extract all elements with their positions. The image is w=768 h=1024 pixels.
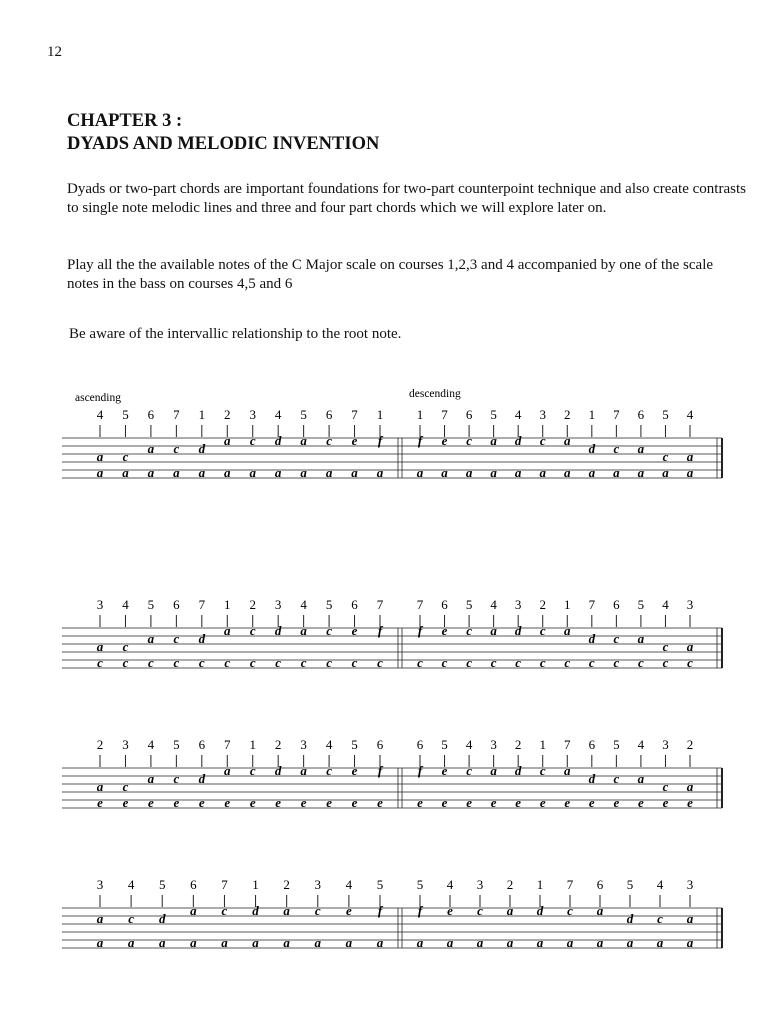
scale-degree: 4 — [127, 877, 135, 892]
fret-letter: c — [249, 433, 256, 448]
scale-degree: 3 — [476, 877, 484, 892]
fret-letter: a — [596, 903, 604, 918]
fret-letter: a — [147, 771, 155, 786]
bass-fret-letter: a — [158, 935, 166, 950]
bass-fret-letter: c — [687, 655, 693, 670]
fret-letter: e — [441, 623, 448, 638]
fret-letter: d — [274, 763, 282, 778]
fret-letter: c — [477, 903, 483, 918]
fret-letter: c — [657, 911, 663, 926]
scale-degree: 5 — [325, 597, 333, 612]
fret-letter: d — [274, 623, 282, 638]
bass-fret-letter: e — [515, 795, 522, 810]
bass-fret-letter: c — [300, 655, 307, 670]
fret-letter: d — [158, 911, 166, 926]
bass-fret-letter: a — [588, 465, 596, 480]
bass-fret-letter: a — [96, 935, 104, 950]
bass-fret-letter: a — [416, 465, 424, 480]
fret-letter: e — [441, 433, 448, 448]
fret-letter: f — [377, 623, 383, 638]
scale-degree: 1 — [249, 737, 256, 752]
fret-letter: a — [490, 433, 497, 448]
fret-letter: c — [613, 771, 620, 786]
bass-fret-letter: a — [224, 465, 231, 480]
bass-fret-letter: a — [325, 465, 333, 480]
fret-letter: c — [128, 911, 135, 926]
bass-fret-letter: a — [686, 465, 694, 480]
scale-degree: 1 — [564, 597, 571, 612]
fret-letter: c — [466, 623, 472, 638]
fret-letter: a — [190, 903, 197, 918]
bass-fret-letter: c — [515, 655, 522, 670]
bass-fret-letter: e — [148, 795, 154, 810]
scale-degree: 2 — [249, 597, 256, 612]
scale-degree: 4 — [514, 407, 522, 422]
fret-letter: a — [637, 441, 645, 456]
scale-degree: 3 — [686, 597, 694, 612]
scale-degree: 7 — [221, 877, 228, 892]
bass-fret-letter: a — [376, 465, 384, 480]
fret-letter: d — [626, 911, 634, 926]
fret-letter: d — [588, 631, 596, 646]
bass-fret-letter: c — [351, 655, 358, 670]
scale-degree: 6 — [596, 877, 604, 892]
tab-system-3 — [0, 710, 768, 860]
scale-degree: 7 — [198, 597, 206, 612]
scale-degree: 7 — [224, 737, 231, 752]
fret-letter: c — [173, 771, 180, 786]
bass-fret-letter: a — [506, 935, 514, 950]
bass-fret-letter: e — [441, 795, 448, 810]
bass-fret-letter: a — [283, 935, 290, 950]
fret-letter: f — [417, 763, 423, 778]
scale-degree: 6 — [198, 737, 206, 752]
bass-fret-letter: a — [539, 465, 546, 480]
bass-fret-letter: a — [252, 935, 259, 950]
intro-paragraph: Dyads or two-part chords are important foundations for two-part counterpoint technique and also create contrasts to single note melodic lines and three and four part chords which we will explore later on. — [67, 181, 746, 216]
bass-fret-letter: c — [466, 655, 472, 670]
scale-degree: 7 — [588, 597, 596, 612]
bass-fret-letter: c — [564, 655, 571, 670]
fret-letter: a — [96, 449, 104, 464]
bass-fret-letter: c — [122, 655, 129, 670]
chapter-title — [67, 110, 379, 156]
fret-letter: c — [122, 639, 129, 654]
fret-letter: c — [221, 903, 228, 918]
scale-degree: 4 — [96, 407, 104, 422]
scale-degree: 2 — [96, 737, 104, 752]
scale-degree: 4 — [345, 877, 353, 892]
fret-letter: a — [96, 911, 104, 926]
scale-degree: 6 — [147, 407, 155, 422]
bass-fret-letter: c — [275, 655, 282, 670]
fret-letter: e — [345, 903, 352, 918]
fret-letter: c — [662, 449, 669, 464]
bass-fret-letter: a — [300, 465, 307, 480]
scale-degree: 3 — [686, 877, 694, 892]
scale-degree: 7 — [566, 877, 574, 892]
bass-fret-letter: e — [351, 795, 358, 810]
bass-fret-letter: e — [638, 795, 644, 810]
scale-degree: 4 — [122, 597, 129, 612]
bass-fret-letter: c — [662, 655, 669, 670]
fret-letter: c — [613, 441, 620, 456]
bass-fret-letter: e — [97, 795, 103, 810]
scale-degree: 3 — [96, 597, 104, 612]
fret-letter: e — [351, 763, 358, 778]
fret-letter: c — [539, 623, 546, 638]
scale-degree: 5 — [626, 877, 634, 892]
bass-fret-letter: c — [613, 655, 620, 670]
scale-degree: 6 — [441, 597, 448, 612]
scale-degree: 5 — [173, 737, 180, 752]
scale-degree: 6 — [613, 597, 620, 612]
scale-degree: 3 — [514, 597, 522, 612]
bass-fret-letter: a — [566, 935, 574, 950]
bass-fret-letter: a — [314, 935, 322, 950]
scale-degree: 4 — [656, 877, 664, 892]
bass-fret-letter: c — [148, 655, 154, 670]
fret-letter: c — [613, 631, 620, 646]
bass-fret-letter: e — [173, 795, 180, 810]
scale-degree: 2 — [274, 737, 282, 752]
bass-fret-letter: c — [638, 655, 644, 670]
scale-degree: 2 — [224, 407, 231, 422]
descending-label: descending — [409, 388, 461, 400]
scale-degree: 4 — [147, 737, 155, 752]
scale-degree: 2 — [564, 407, 571, 422]
fret-letter: e — [447, 903, 453, 918]
fret-letter: a — [686, 639, 694, 654]
fret-letter: a — [224, 623, 231, 638]
bass-fret-letter: c — [198, 655, 205, 670]
scale-degree: 6 — [637, 407, 645, 422]
bass-fret-letter: a — [626, 935, 634, 950]
fret-letter: c — [122, 449, 129, 464]
fret-letter: c — [466, 763, 472, 778]
scale-degree: 6 — [376, 737, 384, 752]
scale-degree: 1 — [198, 407, 206, 422]
bass-fret-letter: a — [96, 465, 104, 480]
bass-fret-letter: a — [596, 935, 604, 950]
scale-degree: 3 — [122, 737, 129, 752]
bass-fret-letter: e — [198, 795, 205, 810]
bass-fret-letter: a — [198, 465, 206, 480]
scale-degree: 6 — [588, 737, 596, 752]
scale-degree: 1 — [376, 407, 384, 422]
fret-letter: a — [147, 631, 155, 646]
fret-letter: a — [283, 903, 290, 918]
fret-letter: c — [122, 779, 129, 794]
scale-degree: 4 — [446, 877, 454, 892]
fret-letter: a — [686, 449, 694, 464]
bass-fret-letter: e — [300, 795, 307, 810]
fret-letter: a — [96, 639, 104, 654]
scale-degree: 5 — [662, 407, 669, 422]
fret-letter: a — [564, 623, 571, 638]
fret-letter: f — [417, 903, 423, 918]
bass-fret-letter: e — [613, 795, 620, 810]
scale-degree: 4 — [274, 407, 282, 422]
bass-fret-letter: a — [564, 465, 571, 480]
bass-fret-letter: a — [686, 935, 694, 950]
bass-fret-letter: e — [490, 795, 497, 810]
bass-fret-letter: e — [417, 795, 423, 810]
tablature-staff — [62, 768, 722, 808]
bass-fret-letter: a — [122, 465, 129, 480]
bass-fret-letter: a — [656, 935, 664, 950]
bass-fret-letter: a — [490, 465, 497, 480]
fret-letter: d — [514, 763, 522, 778]
bass-fret-letter: a — [441, 465, 448, 480]
bass-fret-letter: e — [326, 795, 332, 810]
scale-degree: 1 — [536, 877, 544, 892]
fret-letter: c — [326, 623, 332, 638]
scale-degree: 6 — [351, 597, 358, 612]
fret-letter: f — [377, 433, 383, 448]
fret-letter: d — [514, 433, 522, 448]
scale-degree: 5 — [490, 407, 497, 422]
tablature-staff — [62, 438, 722, 478]
bass-fret-letter: e — [377, 795, 383, 810]
bass-fret-letter: a — [536, 935, 544, 950]
bass-fret-letter: a — [127, 935, 135, 950]
bass-fret-letter: a — [345, 935, 353, 950]
scale-degree: 4 — [686, 407, 694, 422]
scale-degree: 3 — [96, 877, 104, 892]
bass-fret-letter: e — [662, 795, 669, 810]
scale-degree: 1 — [224, 597, 231, 612]
scale-degree: 2 — [686, 737, 694, 752]
scale-degree: 3 — [274, 597, 282, 612]
bass-fret-letter: a — [637, 465, 645, 480]
fret-letter: c — [567, 903, 573, 918]
fret-letter: d — [198, 771, 206, 786]
scale-degree: 7 — [613, 407, 620, 422]
fret-letter: a — [224, 763, 231, 778]
fret-letter: f — [417, 433, 423, 448]
scale-degree: 4 — [637, 737, 645, 752]
fret-letter: a — [564, 763, 571, 778]
fret-letter: d — [514, 623, 522, 638]
bass-fret-letter: a — [351, 465, 358, 480]
bass-fret-letter: a — [190, 935, 197, 950]
scale-degree: 3 — [249, 407, 256, 422]
fret-letter: d — [198, 441, 206, 456]
fret-letter: a — [300, 433, 307, 448]
bass-fret-letter: a — [221, 935, 228, 950]
bass-fret-letter: a — [613, 465, 620, 480]
scale-degree: 6 — [416, 737, 424, 752]
scale-degree: 6 — [465, 407, 473, 422]
fret-letter: c — [662, 779, 669, 794]
fret-letter: a — [686, 779, 694, 794]
fret-letter: c — [539, 433, 546, 448]
bass-fret-letter: e — [687, 795, 693, 810]
fret-letter: a — [147, 441, 155, 456]
bass-fret-letter: c — [417, 655, 423, 670]
scale-degree: 5 — [637, 597, 645, 612]
scale-degree: 5 — [158, 877, 166, 892]
chapter-title-line2: DYADS AND MELODIC INVENTION — [67, 134, 380, 154]
scale-degree: 7 — [441, 407, 448, 422]
scale-degree: 5 — [416, 877, 424, 892]
fret-letter: f — [377, 903, 383, 918]
fret-letter: c — [662, 639, 669, 654]
bass-fret-letter: a — [274, 465, 282, 480]
bass-fret-letter: c — [441, 655, 448, 670]
fret-letter: c — [539, 763, 546, 778]
scale-degree: 5 — [351, 737, 358, 752]
fret-letter: a — [564, 433, 571, 448]
fret-letter: d — [588, 771, 596, 786]
scale-degree: 7 — [351, 407, 358, 422]
chapter-title-line1: CHAPTER 3 : — [67, 111, 183, 131]
fret-letter: e — [351, 433, 358, 448]
ascending-label: ascending — [75, 392, 121, 404]
tab-system-4 — [0, 850, 768, 1000]
scale-degree: 5 — [300, 407, 307, 422]
scale-degree: 2 — [539, 597, 546, 612]
bass-fret-letter: e — [466, 795, 472, 810]
bass-fret-letter: c — [377, 655, 383, 670]
tab-system-1 — [0, 380, 768, 530]
scale-degree: 2 — [283, 877, 290, 892]
bass-fret-letter: a — [465, 465, 473, 480]
fret-letter: c — [173, 631, 180, 646]
instruction-paragraph: Play all the the available notes of the C Major scale on courses 1,2,3 and 4 accompanied by one of the scale notes in the bass on courses 4,5 and 6 — [67, 257, 714, 292]
scale-degree: 1 — [252, 877, 259, 892]
bass-fret-letter: e — [224, 795, 231, 810]
fret-letter: a — [490, 763, 497, 778]
scale-degree: 1 — [539, 737, 546, 752]
scale-degree: 1 — [588, 407, 596, 422]
fret-letter: f — [417, 623, 423, 638]
fret-letter: d — [588, 441, 596, 456]
bass-fret-letter: e — [249, 795, 256, 810]
bass-fret-letter: c — [490, 655, 497, 670]
bass-fret-letter: c — [97, 655, 103, 670]
scale-degree: 3 — [539, 407, 546, 422]
fret-letter: e — [441, 763, 448, 778]
scale-degree: 3 — [662, 737, 669, 752]
bass-fret-letter: a — [376, 935, 384, 950]
scale-degree: 3 — [314, 877, 322, 892]
fret-letter: f — [377, 763, 383, 778]
tablature-staff — [62, 628, 722, 668]
fret-letter: e — [351, 623, 358, 638]
scale-degree: 6 — [173, 597, 180, 612]
bass-fret-letter: e — [564, 795, 571, 810]
scale-degree: 5 — [147, 597, 155, 612]
scale-degree: 7 — [416, 597, 424, 612]
fret-letter: d — [536, 903, 544, 918]
bass-fret-letter: a — [416, 935, 424, 950]
awareness-paragraph: Be aware of the intervallic relationship to the root note. — [69, 326, 402, 342]
fret-letter: c — [249, 763, 256, 778]
scale-degree: 6 — [325, 407, 333, 422]
bass-fret-letter: e — [588, 795, 595, 810]
bass-fret-letter: c — [539, 655, 546, 670]
fret-letter: a — [300, 623, 307, 638]
scale-degree: 4 — [490, 597, 497, 612]
bass-fret-letter: a — [514, 465, 522, 480]
fret-letter: d — [252, 903, 259, 918]
bass-fret-letter: a — [173, 465, 180, 480]
fret-letter: c — [249, 623, 256, 638]
fret-letter: c — [173, 441, 180, 456]
scale-degree: 5 — [465, 597, 473, 612]
bass-fret-letter: a — [249, 465, 256, 480]
page-number: 12 — [47, 44, 62, 60]
bass-fret-letter: e — [122, 795, 129, 810]
bass-fret-letter: e — [275, 795, 282, 810]
scale-degree: 7 — [376, 597, 384, 612]
bass-fret-letter: c — [326, 655, 332, 670]
scale-degree: 2 — [514, 737, 522, 752]
fret-letter: c — [326, 433, 332, 448]
scale-degree: 4 — [465, 737, 473, 752]
scale-degree: 4 — [662, 597, 669, 612]
scale-degree: 2 — [506, 877, 514, 892]
fret-letter: d — [198, 631, 206, 646]
bass-fret-letter: c — [173, 655, 180, 670]
bass-fret-letter: e — [539, 795, 546, 810]
fret-letter: a — [686, 911, 694, 926]
scale-degree: 4 — [300, 597, 307, 612]
scale-degree: 6 — [190, 877, 197, 892]
scale-degree: 3 — [490, 737, 497, 752]
bass-fret-letter: a — [662, 465, 669, 480]
bass-fret-letter: c — [249, 655, 256, 670]
bass-fret-letter: c — [588, 655, 595, 670]
fret-letter: c — [466, 433, 472, 448]
fret-letter: d — [274, 433, 282, 448]
bass-fret-letter: c — [224, 655, 231, 670]
fret-letter: a — [224, 433, 231, 448]
fret-letter: c — [314, 903, 321, 918]
scale-degree: 5 — [122, 407, 129, 422]
bass-fret-letter: a — [446, 935, 454, 950]
fret-letter: a — [637, 771, 645, 786]
scale-degree: 4 — [325, 737, 333, 752]
bass-fret-letter: a — [476, 935, 484, 950]
scale-degree: 7 — [173, 407, 180, 422]
fret-letter: a — [490, 623, 497, 638]
tab-system-2 — [0, 570, 768, 720]
scale-degree: 7 — [564, 737, 571, 752]
scale-degree: 5 — [376, 877, 384, 892]
fret-letter: a — [637, 631, 645, 646]
scale-degree: 5 — [613, 737, 620, 752]
fret-letter: a — [506, 903, 514, 918]
scale-degree: 3 — [300, 737, 307, 752]
bass-fret-letter: a — [147, 465, 155, 480]
fret-letter: c — [326, 763, 332, 778]
fret-letter: a — [300, 763, 307, 778]
scale-degree: 5 — [441, 737, 448, 752]
scale-degree: 1 — [416, 407, 424, 422]
fret-letter: a — [96, 779, 104, 794]
